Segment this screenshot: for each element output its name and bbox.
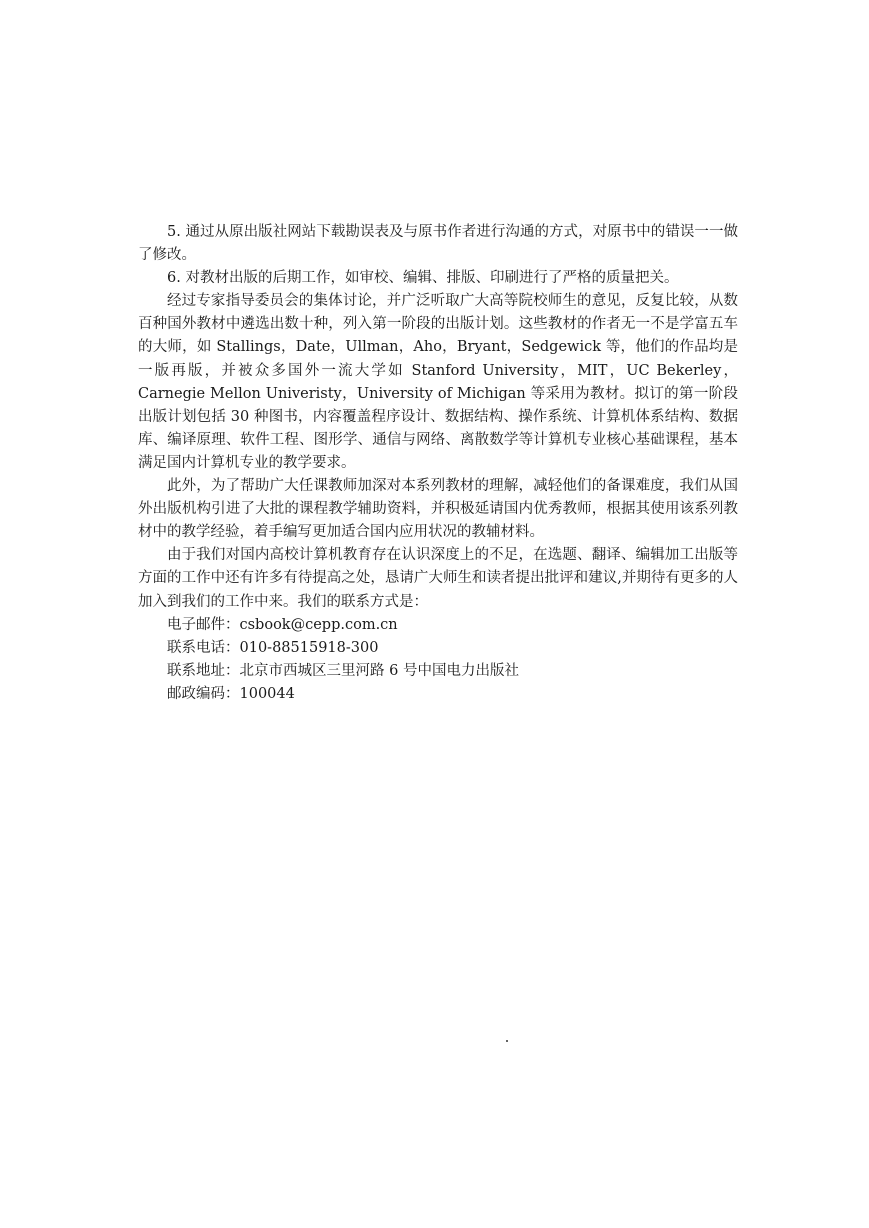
scan-speck	[506, 1040, 508, 1042]
paragraph-feedback: 由于我们对国内高校计算机教育存在认识深度上的不足，在选题、翻译、编辑加工出版等方面的工作中还有许多有待提高之处，恳请广大师生和读者提出批评和建议,并期待有更多的人加入到我们的工作中来。我们的联系方式是：	[138, 547, 738, 610]
contact-address: 联系地址：北京市西城区三里河路 6 号中国电力出版社	[167, 662, 519, 679]
paragraph-quality-control: 6. 对教材出版的后期工作，如审校、编辑、排版、印刷进行了严格的质量把关。	[167, 270, 679, 287]
contact-postcode: 邮政编码：100044	[167, 685, 295, 702]
contact-block	[138, 614, 738, 706]
contact-email: 电子邮件：csbook@cepp.com.cn	[167, 616, 398, 633]
paragraph-errata: 5. 通过从原出版社网站下载勘误表及与原书作者进行沟通的方式，对原书中的错误一一做了修改。	[138, 224, 738, 264]
paragraph-teaching-resources: 此外，为了帮助广大任课教师加深对本系列教材的理解，减轻他们的备课难度，我们从国外出版机构引进了大批的课程教学辅助资料，并积极延请国内优秀教师，根据其使用该系列教材中的教学经验，着手编写更加适合国内应用状况的教辅材料。	[138, 478, 738, 541]
contact-phone: 联系电话：010-88515918-300	[167, 639, 379, 656]
paragraph-selection: 经过专家指导委员会的集体讨论，并广泛听取广大高等院校师生的意见，反复比较，从数百种国外教材中遴选出数十种，列入第一阶段的出版计划。这些教材的作者无一不是学富五车的大师，如 Stallings，Date，Ullman，Aho，Bryant，Sedgewick 等，他们的作品均是一版再版，并被众多国外一流大学如 Stanford University，MIT，UC Bekerley，Carnegie Mellon Univeristy，University of Michigan 等采用为教材。拟订的第一阶段出版计划包括 30 种图书，内容覆盖程序设计、数据结构、操作系统、计算机体系结构、数据库、编译原理、软件工程、图形学、通信与网络、离散数学等计算机专业核心基础课程，基本满足国内计算机专业的教学要求。	[138, 293, 738, 471]
document-body	[138, 221, 738, 706]
